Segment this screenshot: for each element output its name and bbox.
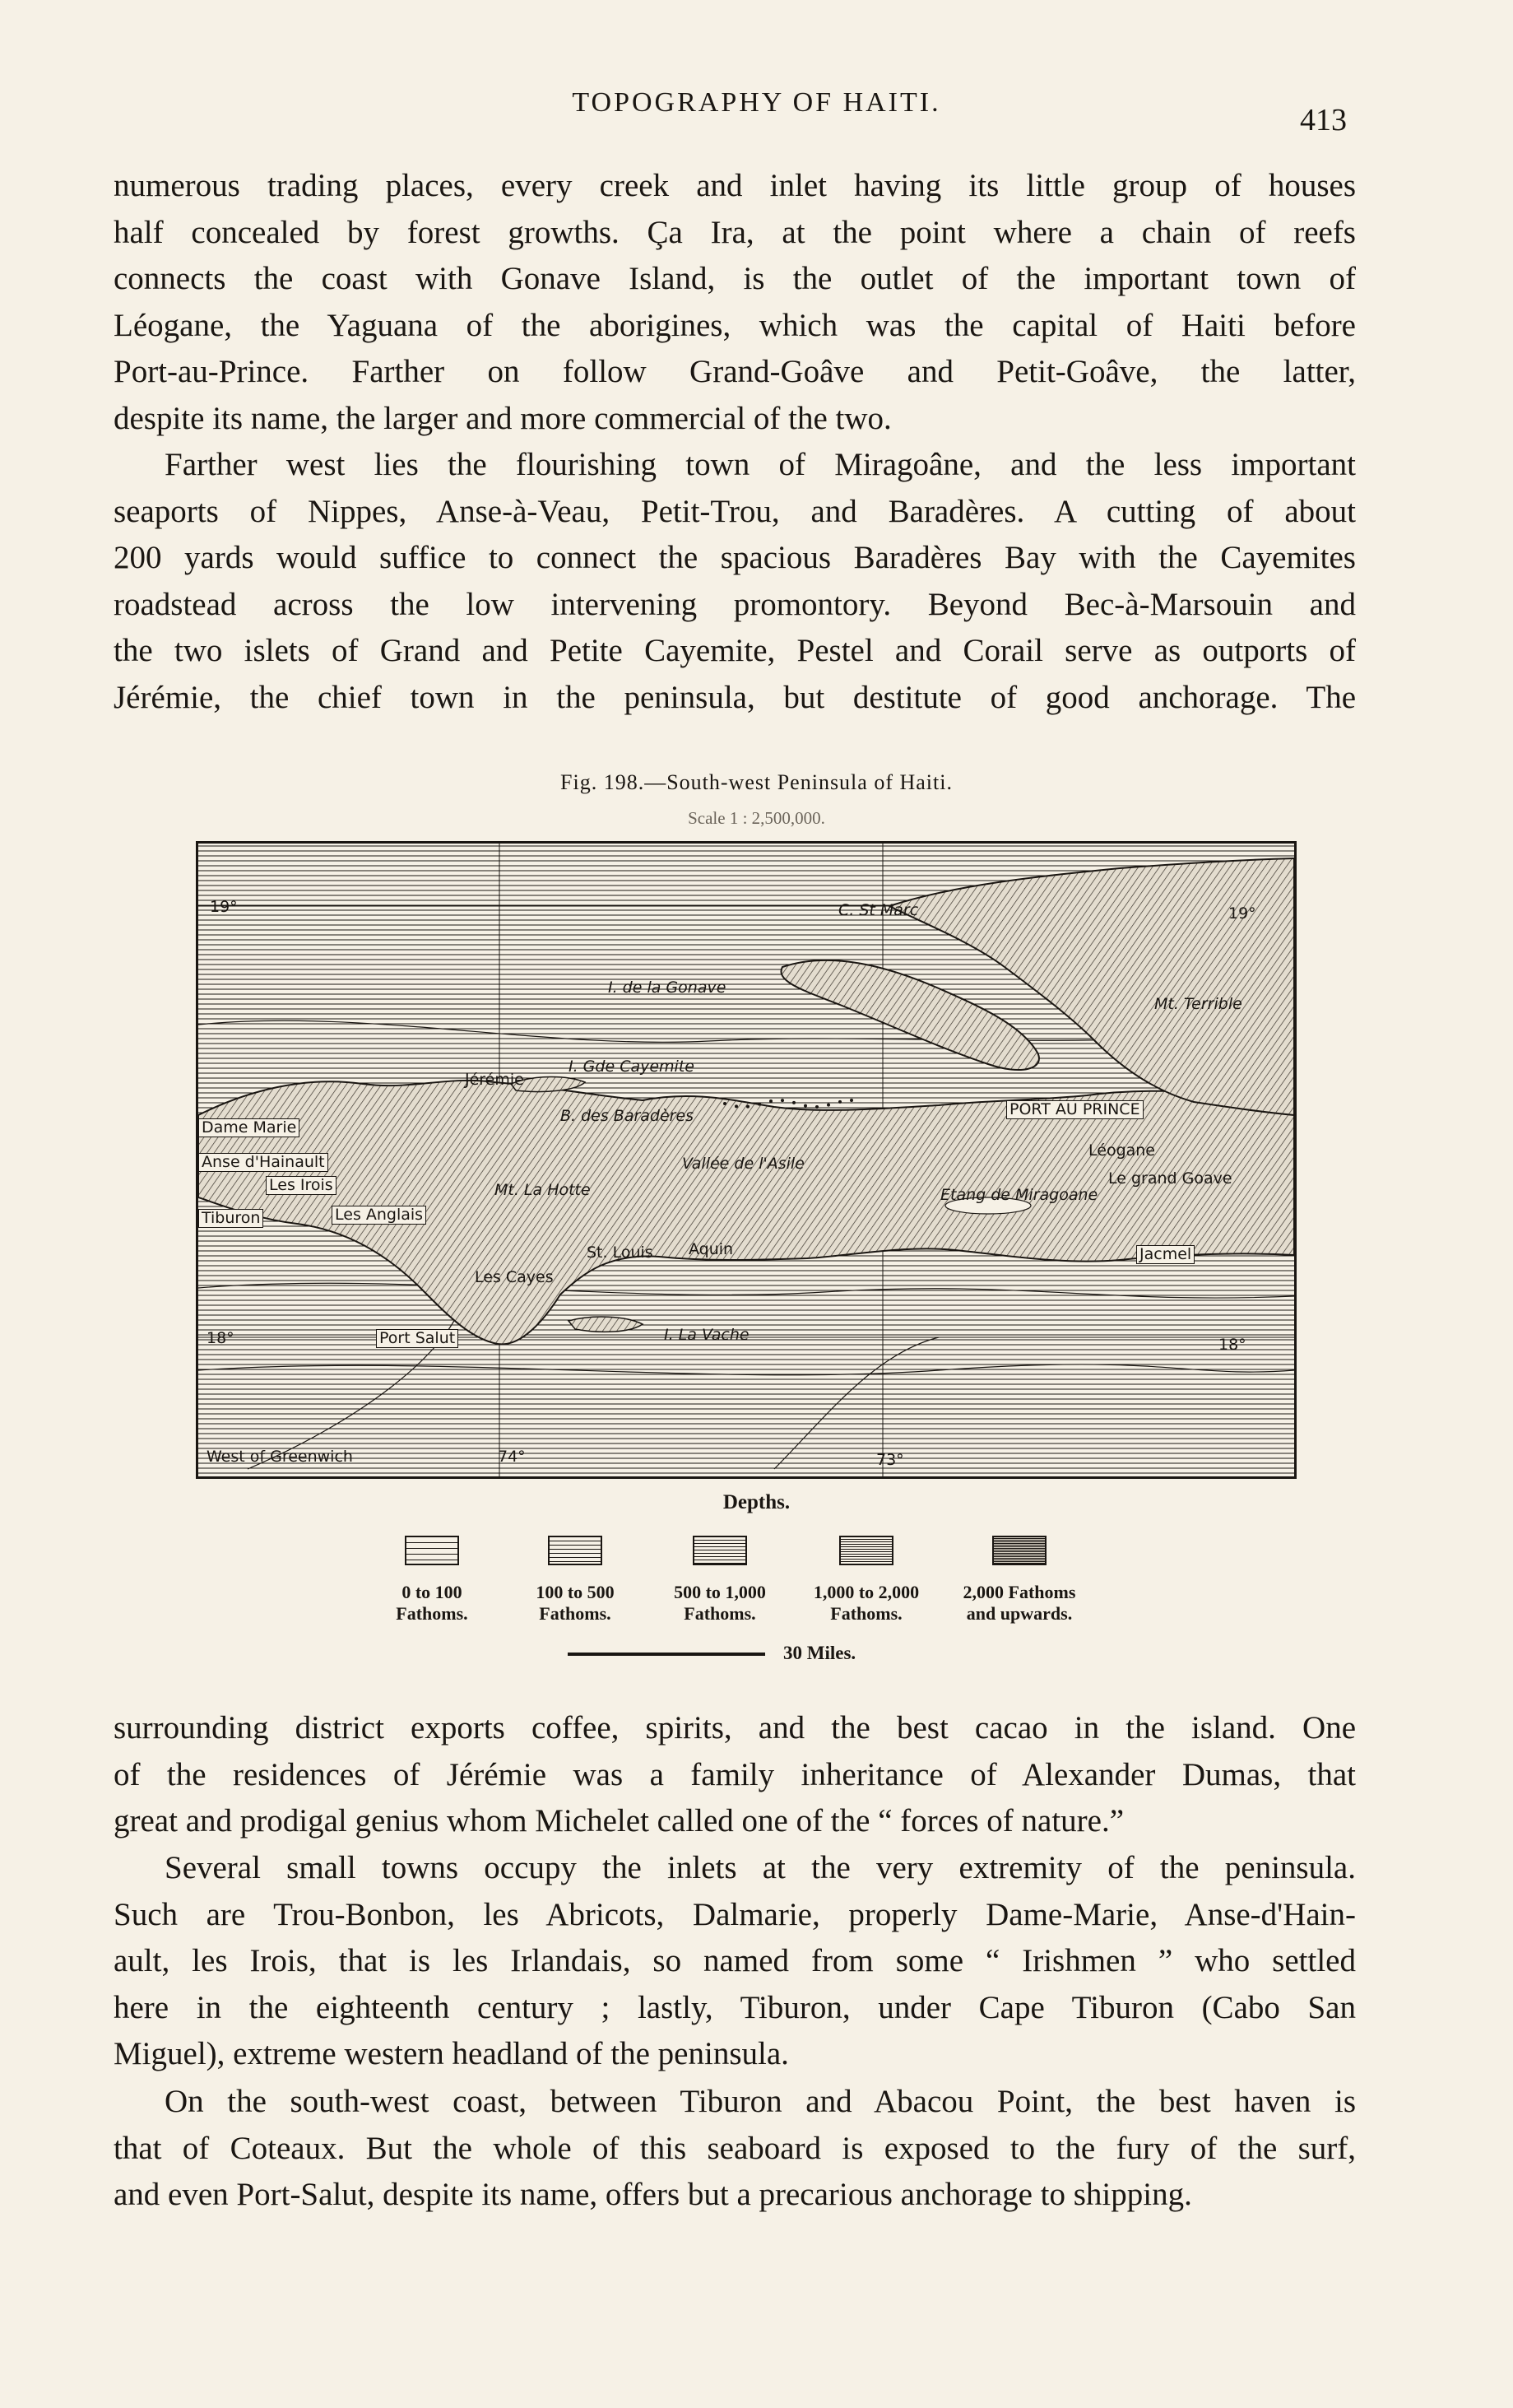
legend-swatch — [992, 1536, 1047, 1565]
text-line: Such are Trou-Bonbon, les Abricots, Dalmarie, properly Dame-Marie, Anse-d'Hain- — [114, 1896, 1356, 1932]
reef-dot — [781, 1099, 784, 1102]
legend-swatch — [839, 1536, 893, 1565]
legend-swatch — [548, 1536, 602, 1565]
place-label-tiburon: Tiburon — [198, 1209, 263, 1228]
text-line: 200 yards would suffice to connect the spacious Baradères Bay with the Cayemites — [114, 540, 1356, 575]
text-line: Farther west lies the flourishing town of Miragoâne, and the less important — [165, 447, 1356, 482]
reef-dot — [723, 1102, 726, 1105]
figure-scale: Scale 1 : 2,500,000. — [688, 808, 825, 828]
lat-label-18-right: 18° — [1218, 1336, 1246, 1354]
text-line: surrounding district exports coffee, spirits, and the best cacao in the island. One — [114, 1710, 1356, 1746]
paragraph-3 — [114, 1705, 1356, 1845]
figure-caption: Fig. 198.—South-west Peninsula of Haiti. — [560, 770, 953, 794]
place-label-vache: I. La Vache — [664, 1326, 750, 1344]
legend-item — [941, 1536, 1098, 1625]
text-line: connects the coast with Gonave Island, is the outlet of the important town of — [114, 261, 1356, 296]
place-label-port-salut: Port Salut — [376, 1329, 458, 1348]
page-number: 413 — [1300, 103, 1347, 137]
paragraph-1 — [114, 163, 1356, 442]
legend-item — [642, 1536, 798, 1625]
text-line: On the south-west coast, between Tiburon and Abacou Point, the best haven is — [165, 2084, 1356, 2119]
place-label-cayemite: I. Gde Cayemite — [569, 1058, 694, 1076]
long-label-74: 74° — [498, 1448, 526, 1466]
reef-dot — [838, 1100, 842, 1104]
text-line: seaports of Nippes, Anse-à-Veau, Petit-Trou, and Baradères. A cutting of about — [114, 493, 1356, 529]
legend-label: 500 to 1,000 Fathoms. — [674, 1582, 766, 1624]
place-label-st-louis: St. Louis — [587, 1244, 653, 1262]
place-label-port-au-prince: PORT AU PRINCE — [1006, 1100, 1144, 1119]
text-line: ault, les Irois, that is les Irlandais, so named from some “ Irishmen ” who settled — [114, 1943, 1356, 1978]
lat-label-19-right: 19° — [1228, 904, 1256, 923]
text-line: Port-au-Prince. Farther on follow Grand-Goâve and Petit-Goâve, the latter, — [114, 354, 1356, 389]
text-line: roadstead across the low intervening promontory. Beyond Bec-à-Marsouin and — [114, 586, 1356, 622]
reef-dot — [850, 1099, 853, 1102]
text-line: here in the eighteenth century ; lastly, Tiburon, under Cape Tiburon (Cabo San — [114, 1989, 1356, 2025]
text-line: Léogane, the Yaguana of the aborigines, which was the capital of Haiti before — [114, 307, 1356, 343]
legend-label: 100 to 500 Fathoms. — [536, 1582, 615, 1624]
paragraph-2 — [114, 442, 1356, 721]
text-line: Jérémie, the chief town in the peninsula, but destitute of good anchorage. The — [114, 679, 1356, 715]
legend-label: 1,000 to 2,000 Fathoms. — [813, 1582, 920, 1624]
header-title: TOPOGRAPHY OF HAITI. — [572, 87, 941, 118]
legend-title: Depths. — [722, 1491, 791, 1513]
place-label-les-anglais: Les Anglais — [332, 1206, 426, 1225]
lat-label-18-left: 18° — [207, 1329, 234, 1347]
place-label-aquin: Aquin — [689, 1240, 734, 1258]
reef-dot — [735, 1104, 738, 1108]
place-label-dame-marie: Dame Marie — [198, 1118, 299, 1137]
place-label-jeremie: Jérémie — [465, 1071, 524, 1089]
text-line: and even Port-Salut, despite its name, offers but a precarious anchorage to shipping. — [114, 2177, 1192, 2212]
map-figure — [196, 841, 1297, 1479]
place-label-gonave: I. de la Gonave — [608, 979, 726, 997]
legend-label: 2,000 Fathoms and upwards. — [963, 1582, 1076, 1624]
place-label-hotte: Mt. La Hotte — [494, 1181, 591, 1199]
place-label-leogane: Léogane — [1088, 1141, 1156, 1160]
text-line: that of Coteaux. But the whole of this seaboard is exposed to the fury of the surf, — [114, 2130, 1356, 2166]
text-line: the two islets of Grand and Petite Cayemite, Pestel and Corail serve as outports of — [114, 633, 1356, 668]
place-label-les-cayes: Les Cayes — [475, 1268, 554, 1286]
legend-item — [497, 1536, 653, 1625]
place-label-asile: Vallée de l'Asile — [682, 1155, 805, 1173]
reef-dot — [804, 1104, 807, 1108]
legend-label: 0 to 100 Fathoms. — [396, 1582, 468, 1624]
place-label-baraderes: B. des Baradères — [560, 1107, 694, 1125]
scale-bar — [568, 1653, 765, 1656]
paragraph-5 — [114, 2079, 1356, 2219]
place-label-terrible: Mt. Terrible — [1154, 995, 1242, 1013]
text-line: numerous trading places, every creek and inlet having its little group of houses — [114, 168, 1356, 203]
reef-dot — [769, 1099, 773, 1103]
text-line: of the residences of Jérémie was a family inheritance of Alexander Dumas, that — [114, 1756, 1356, 1792]
legend-swatch — [405, 1536, 459, 1565]
text-line: Miguel), extreme western headland of the peninsula. — [114, 2036, 789, 2071]
legend-item — [354, 1536, 510, 1625]
text-line: Several small towns occupy the inlets at the very extremity of the peninsula. — [165, 1850, 1356, 1885]
long-label-73: 73° — [876, 1451, 904, 1469]
legend-item — [788, 1536, 944, 1625]
text-line: great and prodigal genius whom Michelet called one of the “ forces of nature.” — [114, 1803, 1125, 1839]
text-line: half concealed by forest growths. Ça Ira, at the point where a chain of reefs — [114, 214, 1356, 250]
place-label-grand-goave: Le grand Goave — [1108, 1169, 1232, 1188]
lat-label-19-left: 19° — [210, 898, 238, 916]
text-line: despite its name, the larger and more commercial of the two. — [114, 400, 892, 436]
longitude-note: West of Greenwich — [207, 1448, 353, 1466]
legend-swatch — [693, 1536, 747, 1565]
place-label-st-marc: C. St Marc — [838, 901, 919, 919]
reef-dot — [758, 1103, 761, 1106]
place-label-miragoane: Etang de Miragoane — [940, 1186, 1098, 1204]
place-label-les-irois: Les Irois — [266, 1176, 336, 1195]
paragraph-4 — [114, 1845, 1356, 2078]
scale-bar-label: 30 Miles. — [783, 1643, 856, 1663]
place-label-anse-hainault: Anse d'Hainault — [198, 1153, 328, 1172]
place-label-jacmel: Jacmel — [1136, 1245, 1195, 1264]
reef-dot — [746, 1105, 750, 1109]
reef-dot — [815, 1105, 819, 1109]
reef-dot — [792, 1101, 796, 1104]
reef-dot — [827, 1104, 830, 1107]
